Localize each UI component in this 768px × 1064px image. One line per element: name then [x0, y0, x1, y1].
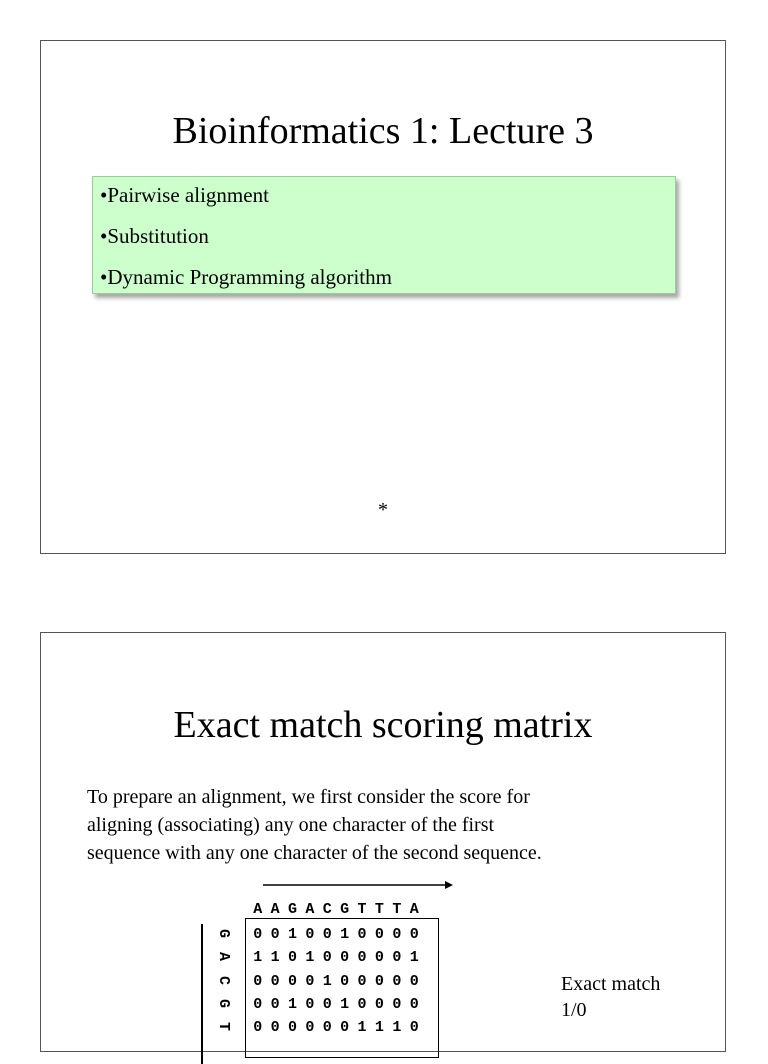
matrix-cell: 1 [374, 1019, 384, 1037]
matrix-cell: 0 [409, 926, 419, 944]
matrix-cell: 0 [270, 972, 280, 990]
matrix-cell: 0 [392, 996, 402, 1014]
note-line: 1/0 [561, 999, 587, 1021]
matrix-cell: 0 [392, 926, 402, 944]
note-line: Exact match [561, 973, 661, 995]
matrix-cell: 0 [322, 996, 332, 1014]
column-label: A [253, 901, 263, 918]
matrix-cell: 0 [270, 1019, 280, 1037]
row-label: T [215, 1022, 233, 1032]
matrix-cell: 0 [409, 972, 419, 990]
matrix-cell: 0 [392, 972, 402, 990]
column-label: G [287, 901, 297, 918]
matrix-cell: 0 [253, 1019, 263, 1037]
sequence-direction-line [201, 924, 203, 1064]
intro-line: aligning (associating) any one character of the first [87, 814, 495, 836]
matrix-row [249, 970, 435, 993]
matrix-body [245, 918, 439, 1058]
column-label: A [270, 901, 280, 918]
matrix-cell: 0 [374, 926, 384, 944]
matrix-cell: 0 [253, 926, 263, 944]
matrix-cell: 0 [322, 1019, 332, 1037]
column-label: T [392, 901, 402, 918]
matrix-cell: 1 [357, 1019, 367, 1037]
matrix-row [249, 1016, 435, 1039]
row-label: C [215, 975, 233, 985]
matrix-cell: 1 [340, 996, 350, 1014]
bullet-item: •Substitution [100, 224, 209, 248]
matrix-cell: 0 [357, 926, 367, 944]
matrix-cell: 1 [322, 972, 332, 990]
row-label: G [215, 929, 233, 939]
matrix-cell: 0 [253, 972, 263, 990]
matrix-cell: 0 [340, 949, 350, 967]
matrix-cell: 0 [305, 1019, 315, 1037]
matrix-cell: 0 [270, 996, 280, 1014]
column-label: C [322, 901, 332, 918]
matrix-cell: 1 [287, 926, 297, 944]
matrix-cell: 0 [253, 996, 263, 1014]
matrix-row [249, 923, 435, 946]
matrix-cell: 0 [409, 1019, 419, 1037]
slide-2 [40, 632, 726, 1052]
matrix-cell: 0 [305, 996, 315, 1014]
bullet-list [92, 176, 676, 294]
matrix-cell: 1 [340, 926, 350, 944]
footnote-marker: * [378, 499, 388, 521]
matrix-row [249, 946, 435, 969]
column-label: T [357, 901, 367, 918]
right-arrow-icon [263, 880, 453, 890]
matrix-cell: 0 [305, 972, 315, 990]
row-label: G [215, 999, 233, 1009]
slide-1 [40, 40, 726, 554]
matrix-cell: 0 [340, 972, 350, 990]
matrix-cell: 0 [270, 926, 280, 944]
scoring-note [561, 971, 660, 1023]
matrix-cell: 0 [374, 949, 384, 967]
matrix-cell: 0 [287, 972, 297, 990]
matrix-cell: 0 [409, 996, 419, 1014]
matrix-cell: 1 [392, 1019, 402, 1037]
bullet-item: •Dynamic Programming algorithm [100, 265, 392, 289]
matrix-cell: 0 [374, 972, 384, 990]
intro-line: To prepare an alignment, we first consider the score for [87, 786, 530, 808]
matrix-cell: 0 [357, 972, 367, 990]
column-label: T [374, 901, 384, 918]
intro-line: sequence with any one character of the second sequence. [87, 842, 542, 864]
matrix-cell: 1 [409, 949, 419, 967]
matrix-cell: 0 [287, 949, 297, 967]
intro-paragraph [87, 783, 647, 867]
matrix-cell: 0 [357, 996, 367, 1014]
matrix-row-labels [215, 922, 233, 1038]
matrix-row [249, 993, 435, 1016]
column-label: A [409, 901, 419, 918]
matrix-cell: 0 [305, 926, 315, 944]
matrix-cell: 0 [357, 949, 367, 967]
matrix-cell: 0 [322, 949, 332, 967]
column-label: G [340, 901, 350, 918]
bullet-item: •Pairwise alignment [100, 183, 269, 207]
matrix-cell: 1 [287, 996, 297, 1014]
matrix-cell: 0 [374, 996, 384, 1014]
slide-title: Exact match scoring matrix [173, 704, 593, 746]
matrix-cell: 0 [340, 1019, 350, 1037]
matrix-cell: 0 [392, 949, 402, 967]
matrix-cell: 1 [253, 949, 263, 967]
matrix-cell: 0 [287, 1019, 297, 1037]
slide-title: Bioinformatics 1: Lecture 3 [172, 110, 594, 152]
matrix-cell: 1 [270, 949, 280, 967]
row-label: A [215, 952, 233, 962]
matrix-cell: 1 [305, 949, 315, 967]
matrix-column-header [249, 901, 423, 917]
column-label: A [305, 901, 315, 918]
matrix-cell: 0 [322, 926, 332, 944]
